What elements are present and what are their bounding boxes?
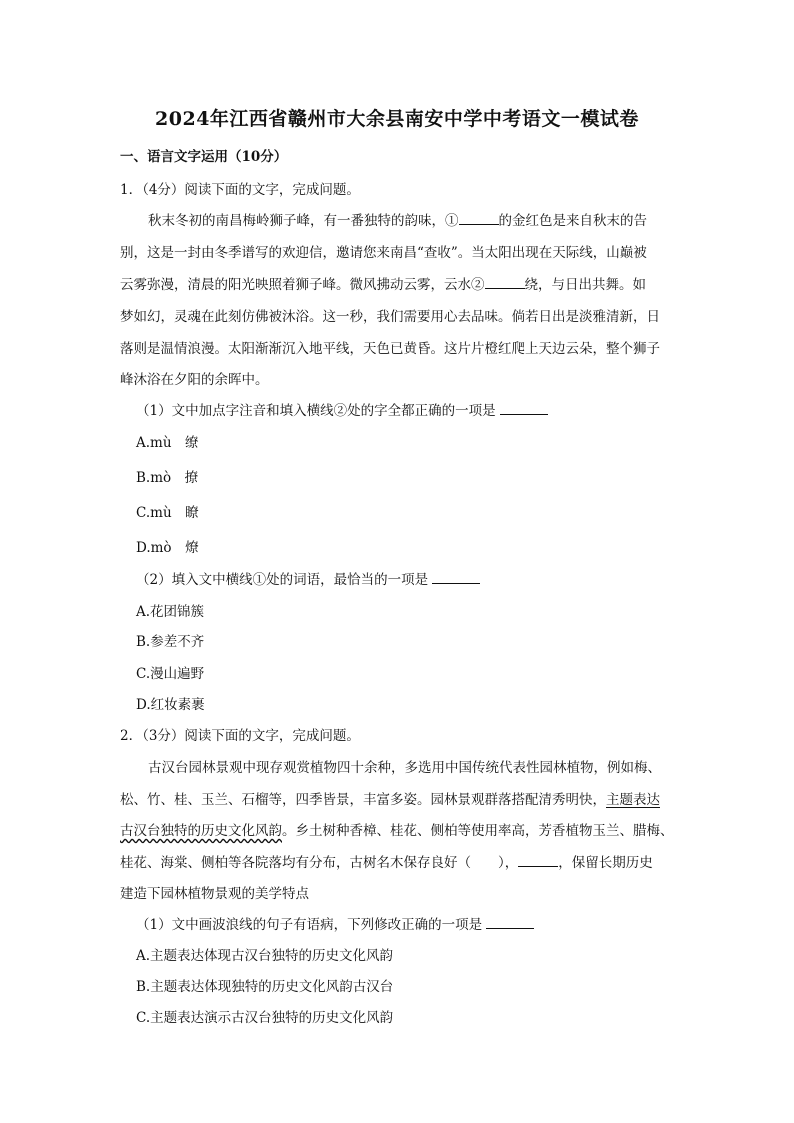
- q2-passage-line-5: 建造下园林植物景观的美学特点: [120, 886, 309, 902]
- q2-passage-line-2: 松、竹、桂、玉兰、石榴等，四季皆景，丰富多姿。园林景观群落搭配清秀明快，主题表达: [120, 792, 660, 808]
- q2-passage-line-1: 古汉台园林景观中现存观赏植物四十余种，多选用中国传统代表性园林植物，例如梅、: [148, 760, 661, 776]
- answer-blank[interactable]: [500, 401, 548, 415]
- option-d[interactable]: D.红妆素裹: [136, 697, 205, 713]
- q1-passage-line-4: 梦如幻，灵魂在此刻仿佛被沐浴。这一秒，我们需要用心去品味。倘若日出是淡雅清新，日: [120, 309, 660, 325]
- option-c[interactable]: C.漫山遍野: [136, 666, 205, 682]
- wavy-underlined-sentence: 古汉台独特的历史文化风韵: [120, 823, 282, 839]
- option-b[interactable]: B.主题表达体现独特的历史文化风韵古汉台: [136, 979, 394, 995]
- page-title: 2024年江西省赣州市大余县南安中学中考语文一模试卷: [155, 108, 639, 130]
- q1-passage-line-6: 峰沐浴在夕阳的余晖中。: [120, 372, 269, 388]
- answer-blank[interactable]: [518, 853, 558, 867]
- option-a[interactable]: A.mù 缭: [136, 435, 199, 451]
- answer-blank[interactable]: [459, 211, 499, 225]
- question-2-stem: 2．（3分）阅读下面的文字，完成问题。: [120, 728, 360, 744]
- option-a[interactable]: A.主题表达体现古汉台独特的历史文化风韵: [136, 948, 394, 964]
- option-a[interactable]: A.花团锦簇: [136, 604, 205, 620]
- answer-blank[interactable]: [432, 570, 480, 584]
- option-c[interactable]: C.mù 瞭: [136, 505, 199, 521]
- q1-sub-question-2: （2）填入文中横线①处的词语，最恰当的一项是: [136, 568, 696, 588]
- section-heading: 一、语言文字运用（10分）: [120, 149, 288, 165]
- option-b[interactable]: B.参差不齐: [136, 634, 205, 650]
- q2-sub-question-1: （1）文中画波浪线的句子有语病，下列修改正确的一项是: [136, 913, 696, 933]
- question-1-stem: 1．（4分）阅读下面的文字，完成问题。: [120, 182, 360, 198]
- answer-blank[interactable]: [486, 915, 534, 929]
- q2-passage-line-4: 桂花、海棠、侧柏等各院落均有分布，古树名木保存良好（ ）， ，保留长期历史: [120, 855, 653, 871]
- q1-sub-question-1: （1）文中加点字注音和填入横线②处的字全都正确的一项是: [136, 399, 696, 419]
- option-b[interactable]: B.mò 撩: [136, 470, 199, 486]
- q1-passage-line-3: 云雾弥漫，清晨的阳光映照着狮子峰。微风拂动云雾，云水② 绕，与日出共舞。如: [120, 277, 646, 293]
- q1-passage-line-1: 秋末冬初的南昌梅岭狮子峰，有一番独特的韵味，① 的金红色是来自秋末的告: [148, 213, 647, 229]
- q2-passage-line-3: 古汉台独特的历史文化风韵。乡土树种香樟、桂花、侧柏等使用率高，芳香植物玉兰、腊梅、: [120, 823, 674, 839]
- q1-passage-line-2: 别，这是一封由冬季谱写的欢迎信，邀请您来南昌“查收”。当太阳出现在天际线，山巅被: [120, 245, 647, 261]
- answer-blank[interactable]: [485, 275, 525, 289]
- option-d[interactable]: D.mò 燎: [136, 540, 199, 556]
- option-c[interactable]: C.主题表达演示古汉台独特的历史文化风韵: [136, 1010, 394, 1026]
- q1-passage-line-5: 落则是温情浪漫。太阳渐渐沉入地平线，天色已黄昏。这片片橙红爬上天边云朵，整个狮子: [120, 341, 660, 357]
